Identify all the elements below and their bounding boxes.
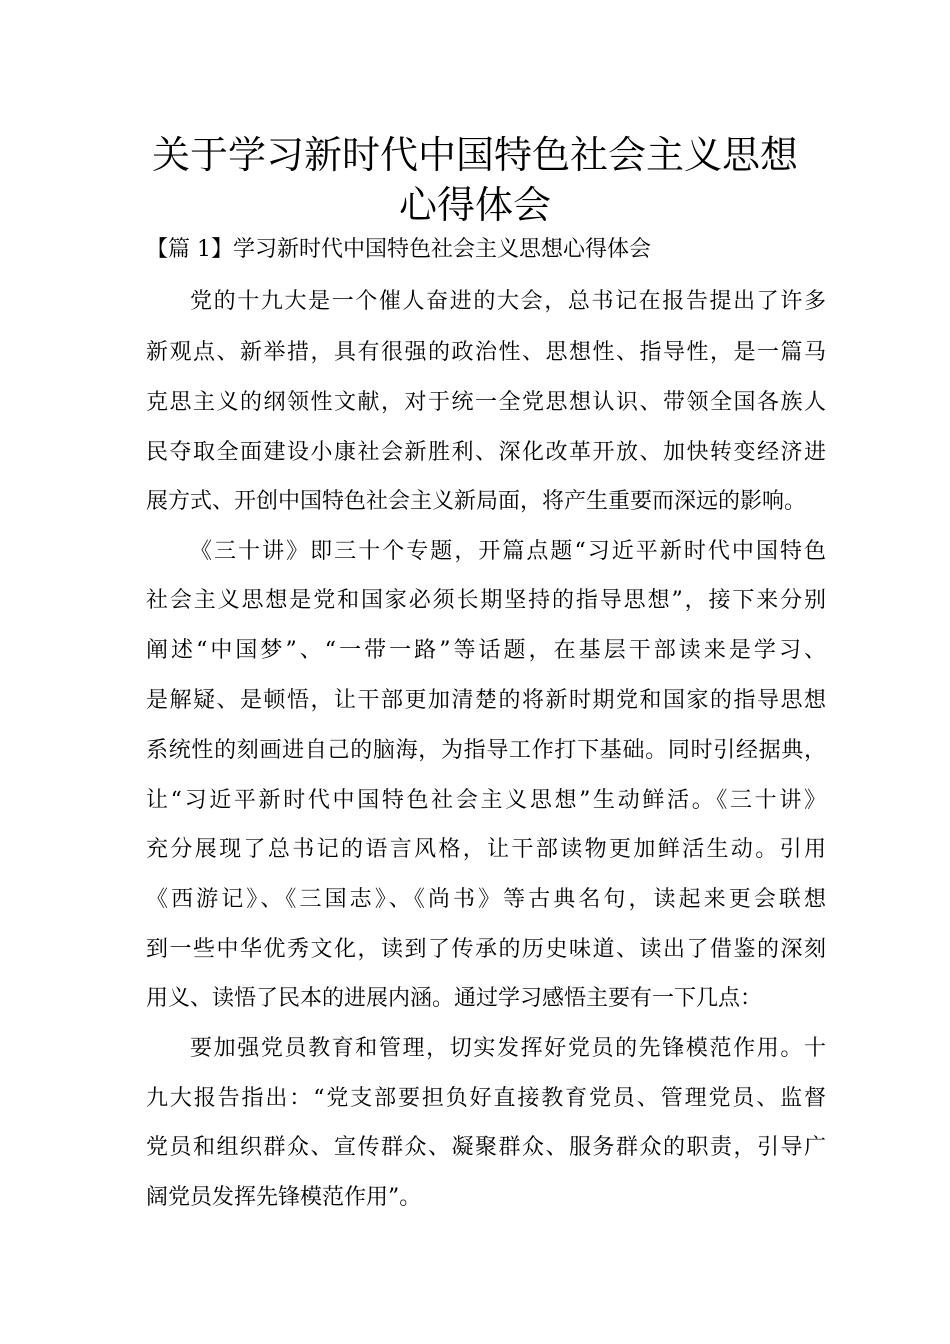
paragraph-2-line: 社会主义思想是党和国家必须长期坚持的指导思想”，接下来分别 [146, 588, 826, 613]
paragraph-2-line: 阐述“中国梦”、“一带一路”等话题，在基层干部读来是学习、 [146, 638, 826, 663]
paragraph-1-line: 新观点、新举措，具有很强的政治性、思想性、指导性，是一篇马 [146, 340, 826, 365]
paragraph-2-line: 用义、读悟了民本的进展内涵。通过学习感悟主要有一下几点： [146, 986, 763, 1011]
paragraph-1-line: 展方式、开创中国特色社会主义新局面，将产生重要而深远的影响。 [146, 489, 807, 514]
paragraph-3-line: 九大报告指出：“党支部要担负好直接教育党员、管理党员、监督 [146, 1086, 826, 1111]
paragraph-1-line: 民夺取全面建设小康社会新胜利、深化改革开放、加快转变经济进 [146, 440, 826, 465]
paragraph-2-line: 到一些中华优秀文化，读到了传承的历史味道、读出了借鉴的深刻 [146, 937, 826, 962]
paragraph-2-line: 《西游记》、《三国志》、《尚书》等古典名句，读起来更会联想 [146, 887, 826, 912]
paragraph-3-line: 党员和组织群众、宣传群众、凝聚群众、服务群众的职责，引导广 [146, 1135, 826, 1160]
paragraph-2-line: 充分展现了总书记的语言风格，让干部读物更加鲜活生动。引用 [146, 837, 826, 862]
paragraph-1-line: 克思主义的纲领性文献，对于统一全党思想认识、带领全国各族人 [146, 390, 826, 415]
paragraph-2-line: 系统性的刻画进自己的脑海，为指导工作打下基础。同时引经据典， [146, 738, 826, 763]
paragraph-2-line: 是解疑、是顿悟，让干部更加清楚的将新时期党和国家的指导思想 [146, 688, 826, 713]
paragraph-2-line: 《三十讲》即三十个专题，开篇点题“习近平新时代中国特色 [190, 539, 826, 564]
paragraph-1-line: 党的十九大是一个催人奋进的大会，总书记在报告提出了许多 [190, 289, 826, 314]
section-subtitle: 【篇 1】学习新时代中国特色社会主义思想心得体会 [146, 237, 651, 262]
paragraph-2-line: 让“习近平新时代中国特色社会主义思想”生动鲜活。《三十讲》 [146, 788, 826, 813]
paragraph-3-line: 要加强党员教育和管理，切实发挥好党员的先锋模范作用。十 [190, 1036, 826, 1061]
document-title-line-1: 关于学习新时代中国特色社会主义思想 [151, 133, 798, 177]
document-title-line-2: 心得体会 [398, 183, 551, 227]
paragraph-3-line: 阔党员发挥先锋模范作用”。 [146, 1185, 422, 1210]
